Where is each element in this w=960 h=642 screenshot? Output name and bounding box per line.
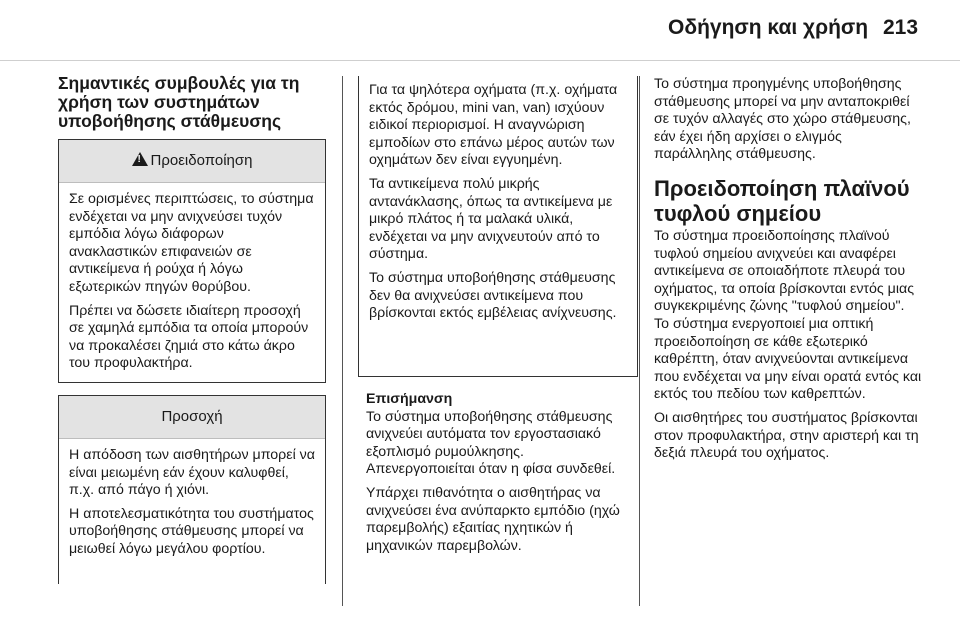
column-right (654, 76, 922, 469)
warning-triangle-icon (132, 152, 148, 166)
column-left (58, 74, 326, 584)
caution-box-body (59, 439, 325, 567)
caution-paragraph: Η απόδοση των αισθητήρων μπορεί να είναι μειωμένη εάν έχουν καλυφθεί, π.χ. από πάγο ή χιόνι. (69, 447, 315, 499)
column-divider-2 (639, 76, 640, 606)
page-number: 213 (883, 16, 919, 39)
column-divider-1 (342, 76, 343, 606)
caution-box-continued (358, 76, 638, 377)
chapter-title: Οδήγηση και χρήση (668, 16, 869, 39)
caution-box-title: Προσοχή (59, 396, 325, 439)
body-paragraph: Οι αισθητήρες του συστήματος βρίσκονται στον προφυλακτήρα, στην αριστερή και τη δεξιά πλευρά του οχήματος. (654, 409, 919, 462)
warning-box-body (59, 183, 325, 381)
section-heading-parking-tips: Σημαντικές συμβουλές για τη χρήση των συστημάτων υποβοήθησης στάθμευσης (58, 73, 300, 131)
caution-paragraph: Τα αντικείμενα πολύ μικρής ανταvάκλασης, όπως τα αντικείμενα με μικρό πλάτος ή τα μαλακά υλικά, ενδέχεται να μην ανιχνευτούν από το σύστημα. (369, 175, 613, 263)
warning-box (58, 139, 326, 383)
note-heading: Επισήμανση (366, 391, 453, 407)
warning-paragraph: Πρέπει να δώσετε ιδιαίτερη προσοχή σε χαμηλά εμπόδια τα οποία μπορούν να προκαλέσει ζημιά στο κάτω άκρο του προφυλακτήρα. (69, 302, 309, 372)
column-middle (366, 76, 626, 561)
caution-paragraph: Η αποτελεσματικότητα του συστήματος υποβοήθησης στάθμευσης μπορεί να μειωθεί λόγω μεγάλου φορτίου. (69, 505, 314, 557)
body-paragraph: Το σύστημα προειδοποίησης πλαϊνού τυφλού σημείου ανιχνεύει και αναφέρει αντικείμενα σε οποιαδήποτε πλευρά του οχήματος, τα οποία βρίσκονται εντός μιας συγκεκριμένης ζώνης "τυφλού σημείου". Το σύστημα ενεργοποιεί μια οπτική προειδοποίηση σε κάθε εξωτερικό καθρέπτη, όταν ανιχνεύονται αντικείμενα που ενδέχεται να μην είναι ορατά εντός και εκτός του πεδίου των καθρεπτών. (654, 227, 922, 403)
note-text: Το σύστημα υποβοήθησης στάθμευσης ανιχνεύει αυτόματα τον εργοστασιακό εξοπλισμό ρυμούλκησης. Απενεργοποιείται όταν η φίσα συνδεθεί. (366, 408, 616, 478)
warning-box-title: !Προειδοποίηση (59, 140, 325, 183)
body-paragraph: Υπάρχει πιθανότητα ο αισθητήρας να ανιχνεύσει ένα ανύπαρκτο εμπόδιο (ηχώ παρεμβολής) εξαιτίας ηχητικών ή μηχανικών παρεμβολών. (366, 484, 620, 554)
caution-paragraph: Για τα ψηλότερα οχήματα (π.χ. οχήματα εκτός δρόμου, mini van, van) ισχύουν ειδικοί περιορισμοί. Η αναγνώριση εμποδίων στο επάνω μέρος αυτών των οχημάτων δεν είναι εγγυημένη. (369, 82, 618, 169)
warning-paragraph: Σε ορισμένες περιπτώσεις, το σύστημα ενδέχεται να μην ανιχνεύσει τυχόν εμπόδια λόγω διάφορων ανακλαστικών επιφανειών σε αντικείμενα ή ρούχα ή λόγω εξωτερικών πηγών θορύβου. (69, 191, 314, 295)
page-header (0, 0, 960, 66)
header-rule (0, 60, 960, 61)
section-heading-blind-spot: Προειδοποίηση πλαϊνού τυφλού σημείου (654, 175, 910, 226)
caution-paragraph: Το σύστημα υποβοήθησης στάθμευσης δεν θα ανιχνεύσει αντικείμενα που βρίσκονται εκτός εμβέλειας ανίχνευσης. (369, 269, 617, 322)
caution-box (58, 395, 326, 584)
body-paragraph: Το σύστημα προηγμένης υποβοήθησης στάθμευσης μπορεί να μην ανταποκριθεί σε τυχόν αλλαγές στο χώρο στάθμευσης, εάν έχει ήδη αρχίσει ο ελιγμός παράλληλης στάθμευσης. (654, 76, 911, 163)
